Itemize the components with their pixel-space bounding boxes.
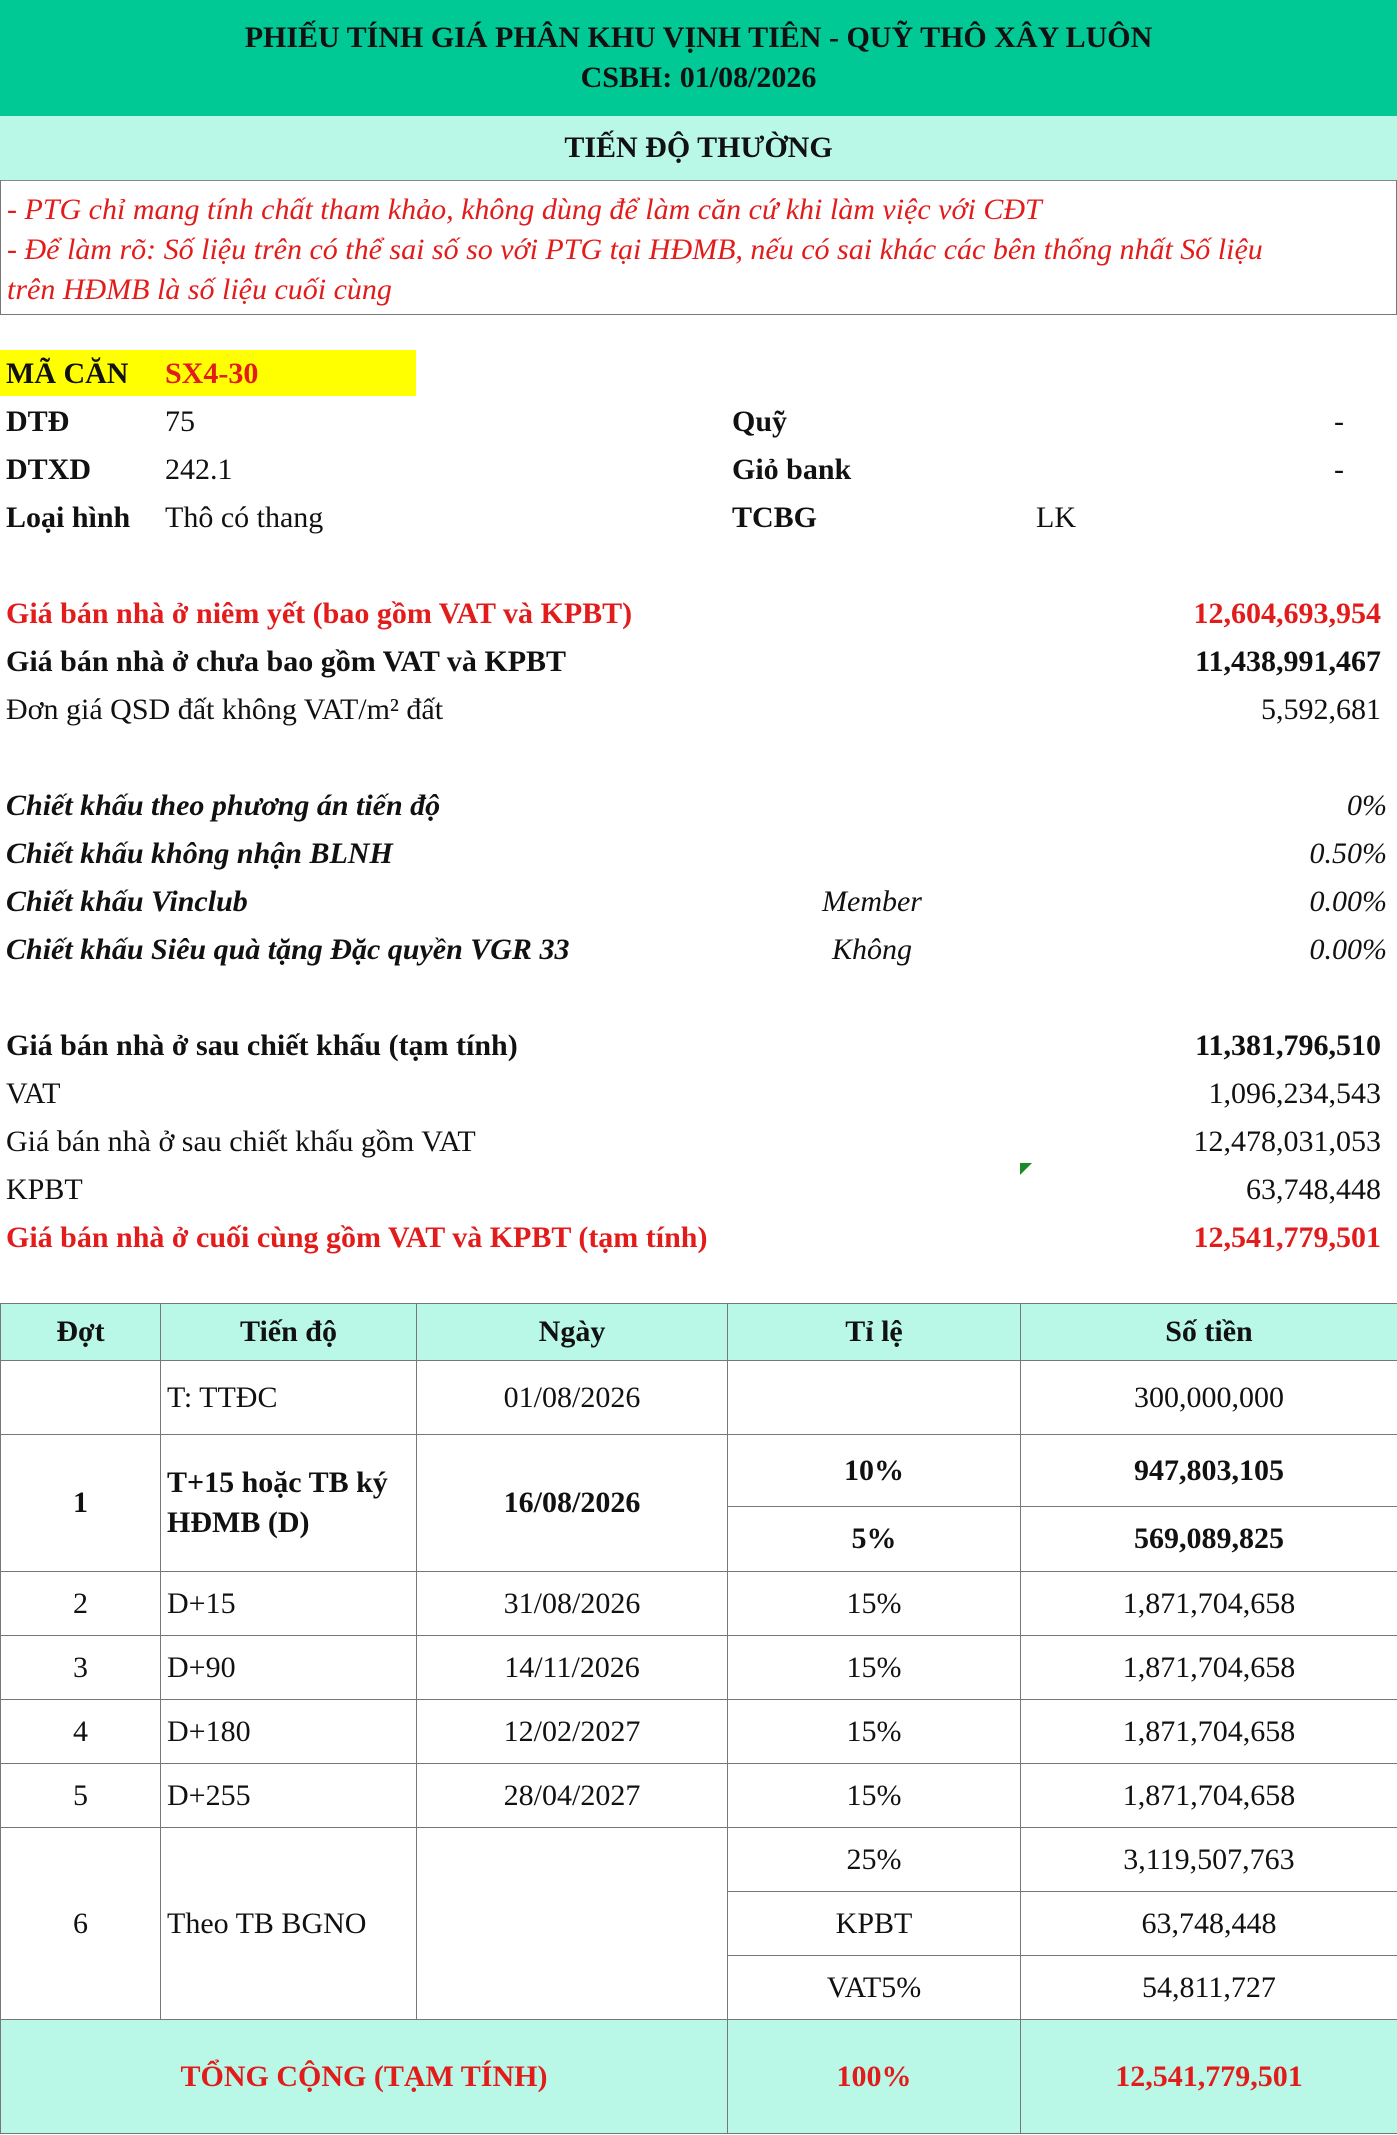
- cell-ti-le: 15%: [728, 1636, 1021, 1700]
- table-header-row: [1, 1304, 1397, 1361]
- total-row: [1, 2020, 1397, 2134]
- col-header: Tiến độ: [161, 1304, 417, 1361]
- cell-dot: 6: [1, 1828, 161, 2020]
- cell-tien-do: T: TTĐC: [161, 1361, 417, 1435]
- cell-ti-le: 25%: [728, 1828, 1021, 1892]
- final-price-value: 12,541,779,501: [1193, 1221, 1381, 1254]
- table-row: [1, 1828, 1397, 1892]
- dtd-value: 75: [165, 405, 195, 438]
- gio-bank-label: Giỏ bank: [732, 453, 852, 486]
- table-row: [1, 1435, 1397, 1507]
- cell-tien-do-line: HĐMB (D): [167, 1506, 310, 1539]
- land-unit-price-label: Đơn giá QSD đất không VAT/m² đất: [6, 693, 444, 726]
- col-header: Ngày: [417, 1304, 728, 1361]
- listed-price-value: 12,604,693,954: [1193, 597, 1381, 630]
- title-banner: [0, 0, 1397, 116]
- cell-ti-le: 15%: [728, 1572, 1021, 1636]
- price-incl-vat-value: 12,478,031,053: [1193, 1125, 1381, 1158]
- unit-code-label: MÃ CĂN: [6, 357, 129, 390]
- dtxd-label: DTXD: [6, 453, 92, 486]
- cell-so-tien: 300,000,000: [1021, 1361, 1397, 1435]
- discount-note: Không: [831, 933, 912, 966]
- disclaimer-notes: [0, 180, 1397, 315]
- final-price-label: Giá bán nhà ở cuối cùng gồm VAT và KPBT (tạm tính): [6, 1221, 708, 1254]
- vat-value: 1,096,234,543: [1208, 1077, 1381, 1110]
- cell-dot: [1, 1361, 161, 1435]
- price-excl-vat-value: 11,438,991,467: [1195, 645, 1381, 678]
- cell-ti-le: 15%: [728, 1764, 1021, 1828]
- cell-ngay: 12/02/2027: [417, 1700, 728, 1764]
- cell-ti-le: 5%: [728, 1507, 1021, 1572]
- discount-value: 0.00%: [1309, 885, 1387, 918]
- note-line: - Để làm rõ: Số liệu trên có thể sai số so với PTG tại HĐMB, nếu có sai khác các bên thống nhất Số liệu: [7, 233, 1263, 266]
- table-row: [1, 1636, 1397, 1700]
- cell-dot: 5: [1, 1764, 161, 1828]
- price-excl-vat-label: Giá bán nhà ở chưa bao gồm VAT và KPBT: [6, 645, 567, 678]
- page-title: PHIẾU TÍNH GIÁ PHÂN KHU VỊNH TIÊN - QUỸ THÔ XÂY LUÔN: [244, 21, 1153, 54]
- cell-ti-le: VAT5%: [728, 1956, 1021, 2020]
- loai-hinh-value: Thô có thang: [165, 501, 324, 534]
- cell-ti-le: 15%: [728, 1700, 1021, 1764]
- total-label: TỔNG CỘNG (TẠM TÍNH): [1, 2020, 728, 2134]
- cell-dot: 2: [1, 1572, 161, 1636]
- cell-ti-le: KPBT: [728, 1892, 1021, 1956]
- vat-label: VAT: [6, 1077, 61, 1110]
- cell-so-tien: 1,871,704,658: [1021, 1700, 1397, 1764]
- cell-so-tien: 569,089,825: [1021, 1507, 1397, 1572]
- payment-schedule-table: [0, 1303, 1397, 2134]
- discount-value: 0%: [1347, 789, 1387, 822]
- unit-code-value: SX4-30: [165, 357, 259, 390]
- col-header: Số tiền: [1021, 1304, 1397, 1361]
- cell-tien-do: Theo TB BGNO: [161, 1828, 417, 2020]
- table-row: [1, 1572, 1397, 1636]
- tcbg-label: TCBG: [732, 501, 818, 534]
- price-incl-vat-label: Giá bán nhà ở sau chiết khấu gồm VAT: [6, 1125, 476, 1158]
- discount-label: Chiết khấu Vinclub: [6, 885, 248, 918]
- cell-ngay: 16/08/2026: [417, 1435, 728, 1572]
- schedule-type-title: TIẾN ĐỘ THƯỜNG: [0, 116, 1397, 181]
- discount-label: Chiết khấu không nhận BLNH: [6, 837, 393, 870]
- quy-value: -: [1334, 405, 1344, 438]
- quy-label: Quỹ: [732, 405, 788, 438]
- note-line: - PTG chỉ mang tính chất tham khảo, không dùng để làm căn cứ khi làm việc với CĐT: [7, 193, 1042, 226]
- cell-dot: 1: [1, 1435, 161, 1572]
- listed-price-label: Giá bán nhà ở niêm yết (bao gồm VAT và KPBT): [6, 597, 633, 630]
- cell-ngay: 01/08/2026: [417, 1361, 728, 1435]
- col-header: Đợt: [1, 1304, 161, 1361]
- cell-ti-le: 10%: [728, 1435, 1021, 1507]
- cell-ti-le: [728, 1361, 1021, 1435]
- cell-tien-do: D+180: [161, 1700, 417, 1764]
- gio-bank-value: -: [1334, 453, 1344, 486]
- cell-so-tien: 3,119,507,763: [1021, 1828, 1397, 1892]
- table-row: [1, 1764, 1397, 1828]
- csbh-date: CSBH: 01/08/2026: [580, 61, 817, 94]
- tcbg-value: LK: [1036, 501, 1076, 534]
- total-so-tien: 12,541,779,501: [1021, 2020, 1397, 2134]
- cell-so-tien: 1,871,704,658: [1021, 1572, 1397, 1636]
- cell-ngay: 31/08/2026: [417, 1572, 728, 1636]
- price-after-discount-label: Giá bán nhà ở sau chiết khấu (tạm tính): [6, 1029, 518, 1062]
- loai-hinh-label: Loại hình: [6, 501, 131, 534]
- cell-so-tien: 54,811,727: [1021, 1956, 1397, 2020]
- discount-value: 0.00%: [1309, 933, 1387, 966]
- cell-dot: 3: [1, 1636, 161, 1700]
- total-ti-le: 100%: [728, 2020, 1021, 2134]
- cell-tien-do: D+255: [161, 1764, 417, 1828]
- cell-so-tien: 1,871,704,658: [1021, 1636, 1397, 1700]
- discount-value: 0.50%: [1309, 837, 1387, 870]
- table-row: [1, 1361, 1397, 1435]
- kpbt-value: 63,748,448: [1246, 1173, 1381, 1206]
- discount-note: Member: [822, 885, 922, 918]
- dtxd-value: 242.1: [165, 453, 233, 486]
- discount-label: Chiết khấu theo phương án tiến độ: [6, 789, 441, 822]
- price-after-discount-value: 11,381,796,510: [1195, 1029, 1381, 1062]
- cell-ngay: 28/04/2027: [417, 1764, 728, 1828]
- cell-ngay: [417, 1828, 728, 2020]
- table-row: [1, 1700, 1397, 1764]
- cell-tien-do-line: T+15 hoặc TB ký: [167, 1466, 388, 1499]
- cell-dot: 4: [1, 1700, 161, 1764]
- cell-comment-marker-icon: [1020, 1163, 1032, 1175]
- dtd-label: DTĐ: [6, 405, 70, 438]
- cell-so-tien: 63,748,448: [1021, 1892, 1397, 1956]
- col-header: Tỉ lệ: [728, 1304, 1021, 1361]
- land-unit-price-value: 5,592,681: [1261, 693, 1381, 726]
- note-line: trên HĐMB là số liệu cuối cùng: [7, 273, 392, 306]
- discount-label: Chiết khấu Siêu quà tặng Đặc quyền VGR 33: [6, 933, 570, 966]
- cell-tien-do: D+15: [161, 1572, 417, 1636]
- cell-tien-do: D+90: [161, 1636, 417, 1700]
- cell-tien-do: [161, 1435, 417, 1572]
- cell-so-tien: 1,871,704,658: [1021, 1764, 1397, 1828]
- cell-ngay: 14/11/2026: [417, 1636, 728, 1700]
- kpbt-label: KPBT: [6, 1173, 83, 1206]
- cell-so-tien: 947,803,105: [1021, 1435, 1397, 1507]
